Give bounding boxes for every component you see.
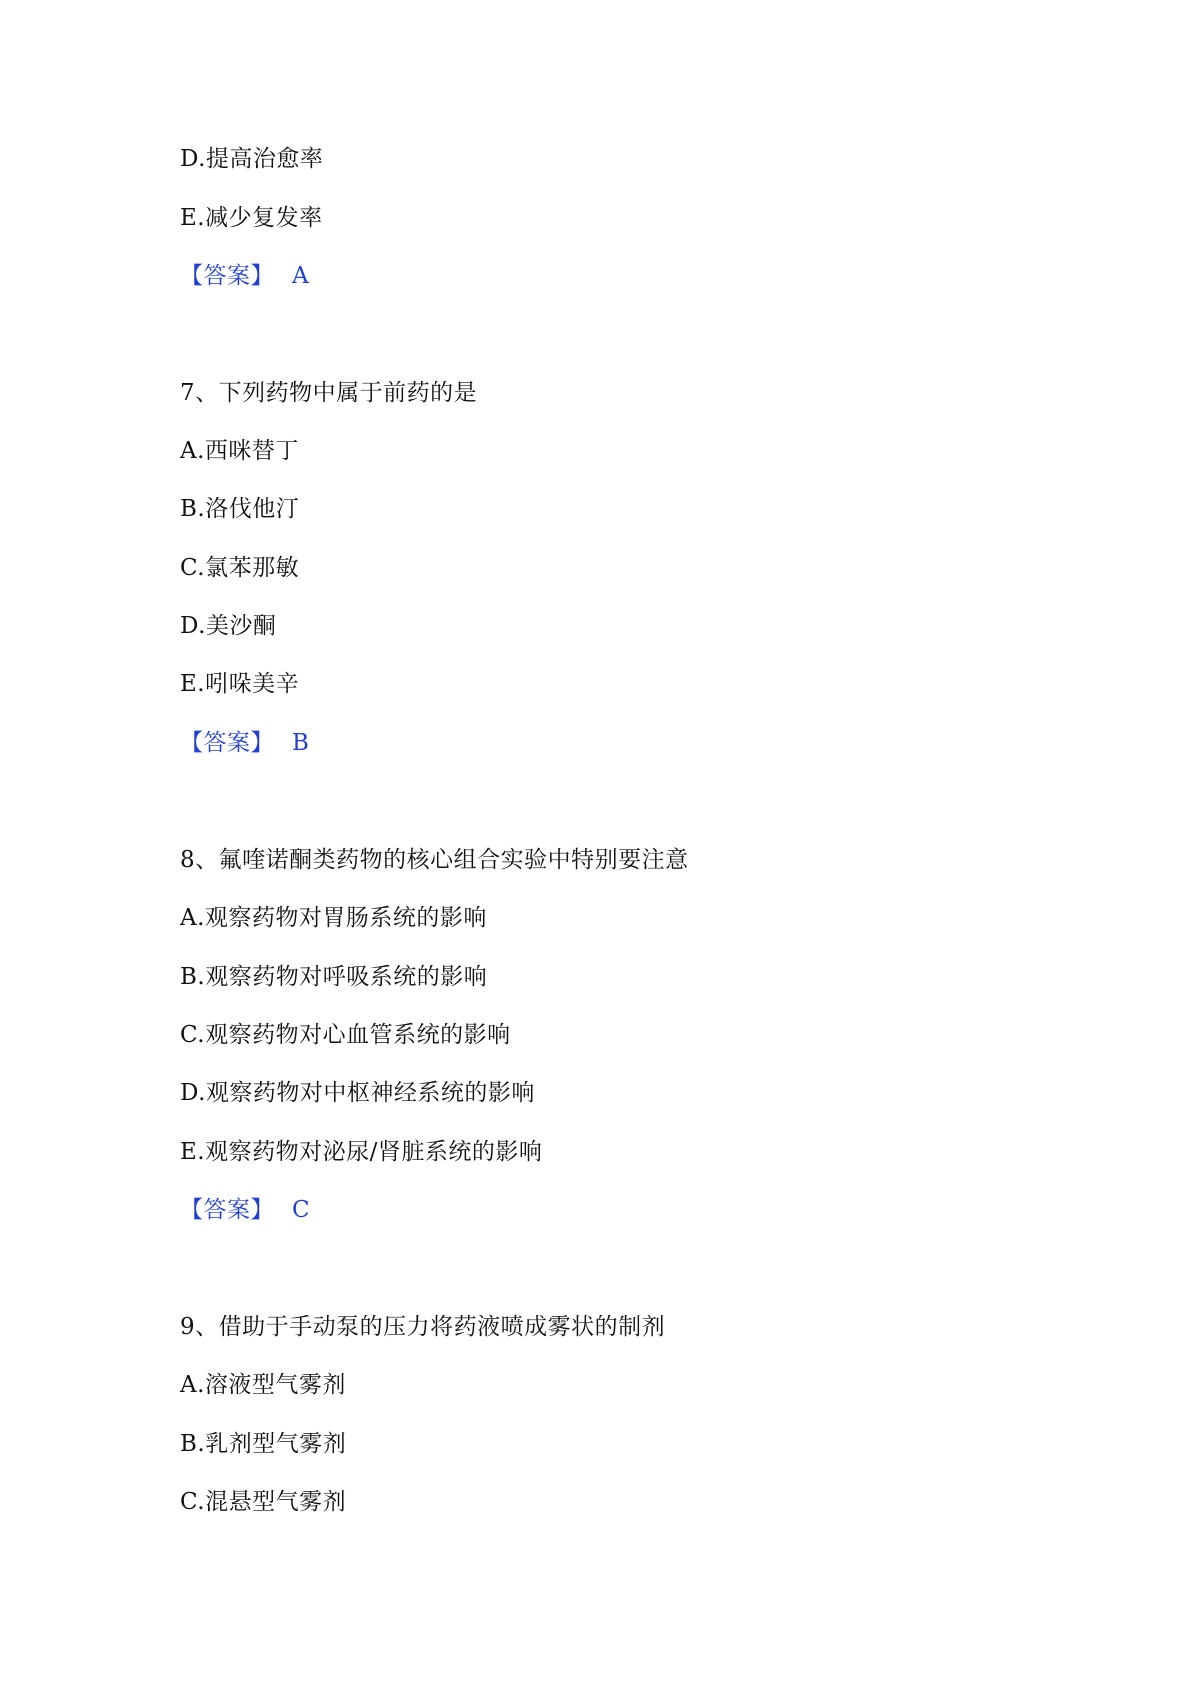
- q7-answer-value: B: [292, 730, 310, 756]
- q8-option-a: A.观察药物对胃肠系统的影响: [180, 905, 487, 931]
- q6-answer: [180, 261, 309, 291]
- q7-question: 7、下列药物中属于前药的是: [180, 380, 478, 406]
- q9-option-c: C.混悬型气雾剂: [180, 1489, 347, 1515]
- q6-option-e: E.减少复发率: [180, 205, 323, 231]
- q7-option-a: A.西咪替丁: [180, 438, 299, 464]
- q8-question: 8、氟喹诺酮类药物的核心组合实验中特别要注意: [180, 847, 689, 873]
- q8-answer-label: 【答案】: [180, 1197, 274, 1223]
- q7-option-e: E.吲哚美辛: [180, 671, 300, 697]
- q8-option-b: B.观察药物对呼吸系统的影响: [180, 964, 488, 990]
- q7-option-d: D.美沙酮: [180, 613, 277, 639]
- q8-answer-value: C: [292, 1197, 311, 1223]
- q9-option-b: B.乳剂型气雾剂: [180, 1431, 347, 1457]
- q8-option-d: D.观察药物对中枢神经系统的影响: [180, 1080, 535, 1106]
- q6-option-d: D.提高治愈率: [180, 146, 324, 172]
- q8-answer: [180, 1195, 310, 1225]
- q8-option-e: E.观察药物对泌尿/肾脏系统的影响: [180, 1139, 543, 1165]
- q9-question: 9、借助于手动泵的压力将药液喷成雾状的制剂: [180, 1314, 666, 1340]
- q6-answer-value: A: [292, 263, 310, 289]
- q8-option-c: C.观察药物对心血管系统的影响: [180, 1022, 511, 1048]
- q7-option-b: B.洛伐他汀: [180, 496, 300, 522]
- q7-answer: [180, 728, 309, 758]
- q7-option-c: C.氯苯那敏: [180, 555, 300, 581]
- q9-option-a: A.溶液型气雾剂: [180, 1372, 346, 1398]
- q6-answer-label: 【答案】: [180, 263, 274, 289]
- q7-answer-label: 【答案】: [180, 730, 274, 756]
